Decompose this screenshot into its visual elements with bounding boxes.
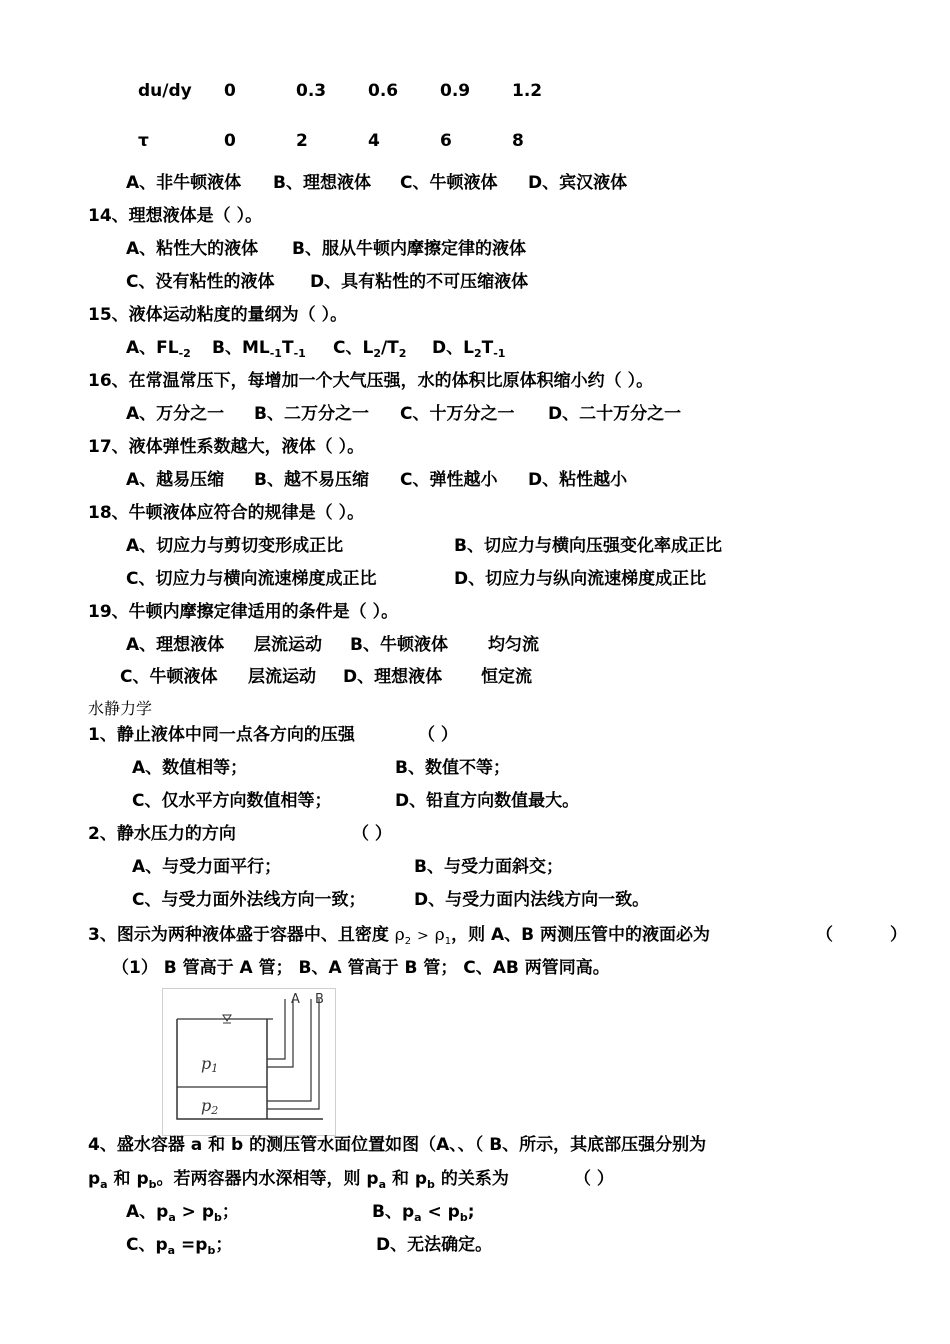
table-cell: 0.6 (368, 81, 399, 101)
table-cell: 0 (224, 131, 236, 151)
question-stem: 2、静水压力的方向 (88, 824, 236, 844)
answer-paren: （ ） (352, 824, 392, 844)
option-b: B、$p_a < p_b$; (372, 1202, 475, 1224)
option-c: C、牛顿液体 (400, 173, 498, 193)
option-c: C、没有粘性的液体 (126, 272, 275, 292)
question-stem: 18、牛顿液体应符合的规律是（ ）。 (88, 503, 365, 523)
option-b: B、服从牛顿内摩擦定律的液体 (292, 239, 526, 259)
option-c-extra: 层流运动 (248, 667, 316, 687)
label-p1: p1 (201, 1054, 219, 1075)
options-line: （1） B 管高于 A 管； B、A 管高于 B 管； C、AB 两管同高。 (112, 958, 610, 978)
table-cell: 2 (296, 131, 308, 151)
surface-marker-icon (223, 1015, 231, 1021)
option-b: B、越不易压缩 (254, 470, 369, 490)
answer-paren-left: （ (816, 925, 833, 945)
option-d: D、铅直方向数值最大。 (395, 791, 580, 811)
option-d: D、粘性越小 (528, 470, 628, 490)
option-d: D、切应力与纵向流速梯度成正比 (454, 569, 707, 589)
container-figure (162, 988, 336, 1136)
option-a: A、越易压缩 (126, 470, 225, 490)
table-cell: 6 (440, 131, 452, 151)
option-b: B、切应力与横向压强变化率成正比 (454, 536, 722, 556)
option-b: B、牛顿液体 (350, 635, 448, 655)
option-d: D、具有粘性的不可压缩液体 (310, 272, 529, 292)
manometer-diagram (163, 989, 335, 1135)
question-stem: 16、在常温常压下，每增加一个大气压强，水的体积比原体积缩小约（ ）。 (88, 371, 654, 391)
question-stem: 15、液体运动粘度的量纲为（ ）。 (88, 305, 348, 325)
option-c: C、切应力与横向流速梯度成正比 (126, 569, 377, 589)
option-b: B、理想液体 (273, 173, 371, 193)
table-cell: 4 (368, 131, 380, 151)
option-d: D、与受力面内法线方向一致。 (414, 890, 650, 910)
option-d-extra: 恒定流 (481, 667, 532, 687)
option-c: C、$p_a =p_b$； (126, 1235, 233, 1257)
option-c: C、十万分之一 (400, 404, 515, 424)
option-b: B、数值不等； (395, 758, 510, 778)
section-heading: 水静力学 (88, 699, 153, 718)
question-stem: 4、盛水容器 a 和 b 的测压管水面位置如图（A、、（ B、所示，其底部压强分别为 (88, 1135, 707, 1155)
option-a: A、非牛顿液体 (126, 173, 242, 193)
option-c: C、牛顿液体 (120, 667, 218, 687)
option-a: A、数值相等； (132, 758, 248, 778)
option-b-extra: 均匀流 (488, 635, 539, 655)
option-d: D、$L_2T_{-1}$ (432, 338, 506, 360)
option-a: A、$FL_{-2}$ (126, 338, 191, 360)
option-a: A、切应力与剪切变形成正比 (126, 536, 344, 556)
option-b: B、$ML_{-1}T_{-1}$ (212, 338, 306, 360)
option-a: A、粘性大的液体 (126, 239, 259, 259)
label-b: B (315, 992, 324, 1007)
table-cell: 8 (512, 131, 524, 151)
option-d: D、无法确定。 (376, 1235, 493, 1255)
table-cell: 0.3 (296, 81, 327, 101)
option-d: D、二十万分之一 (548, 404, 682, 424)
option-d: D、宾汉液体 (528, 173, 628, 193)
question-stem: 3、图示为两种液体盛于容器中、且密度 $\rho_2 > \rho_1$，则 A、B 两测压管中的液面必为 (88, 925, 711, 947)
table-cell: 1.2 (512, 81, 543, 101)
question-stem: 19、牛顿内摩擦定律适用的条件是（ ）。 (88, 602, 399, 622)
option-b: B、与受力面斜交； (414, 857, 563, 877)
question-stem: 14、理想液体是（ ）。 (88, 206, 263, 226)
table-cell: 0.9 (440, 81, 471, 101)
option-a: A、万分之一 (126, 404, 225, 424)
question-stem: 17、液体弹性系数越大，液体（ ）。 (88, 437, 365, 457)
table-header-tau: τ (138, 131, 149, 151)
table-cell: 0 (224, 81, 236, 101)
option-a-extra: 层流运动 (254, 635, 322, 655)
table-header-dudy: du/dy (138, 81, 192, 101)
option-a: A、$p_a > p_b$； (126, 1202, 239, 1224)
option-c: C、与受力面外法线方向一致； (132, 890, 366, 910)
option-b: B、二万分之一 (254, 404, 369, 424)
option-a: A、理想液体 (126, 635, 225, 655)
option-d: D、理想液体 (343, 667, 443, 687)
label-p2: p2 (201, 1096, 219, 1117)
answer-paren-right: ） (890, 925, 907, 945)
question-stem: 1、静止液体中同一点各方向的压强 (88, 725, 355, 745)
option-a: A、与受力面平行； (132, 857, 282, 877)
question-stem-line2: $p_a$ 和 $p_b$。若两容器内水深相等，则 $p_a$ 和 $p_b$ 的关系为 (88, 1169, 509, 1191)
option-c: C、仅水平方向数值相等； (132, 791, 332, 811)
answer-paren: （ ） (574, 1169, 614, 1189)
option-c: C、$L_2/T_2$ (333, 338, 407, 360)
label-a: A (291, 992, 300, 1007)
option-c: C、弹性越小 (400, 470, 498, 490)
answer-paren: （ ） (418, 725, 458, 745)
